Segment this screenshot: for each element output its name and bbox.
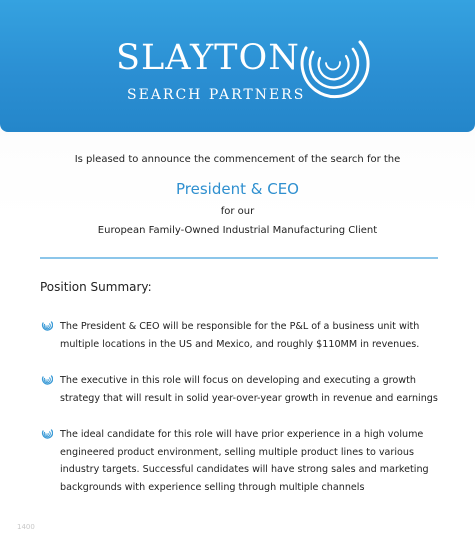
swirl-bullet-icon: [41, 428, 53, 440]
concentric-swirl-icon: [296, 30, 370, 102]
list-item: [40, 372, 440, 407]
position-title: President & CEO: [176, 180, 299, 198]
logo-tagline: SEARCH PARTNERS: [127, 87, 306, 103]
list-item-text: The ideal candidate for this role will have prior experience in a high volume engineered product environment, selling multiple product lines to various industry targets. Successful candidates will have strong sales and marketing backgrounds with experience selling through multiple channels: [60, 429, 429, 493]
section-divider: [40, 257, 438, 259]
for-text: for our: [220, 206, 255, 217]
header-banner: [0, 0, 475, 132]
list-item-text: The executive in this role will focus on developing and executing a growth strategy that will result in solid year-over-year growth in revenue and earnings: [60, 375, 438, 404]
summary-list: [40, 318, 440, 496]
swirl-bullet-icon: [41, 374, 53, 386]
intro-text: Is pleased to announce the commencement of the search for the: [74, 154, 401, 165]
client-description: European Family-Owned Industrial Manufacturing Client: [97, 225, 378, 236]
page-number: 1400: [17, 523, 35, 531]
list-item: [40, 426, 440, 496]
swirl-bullet-icon: [41, 320, 53, 332]
summary-heading: Position Summary:: [40, 280, 152, 294]
logo-wordmark: SLAYTON: [116, 38, 300, 78]
list-item-text: The President & CEO will be responsible for the P&L of a business unit with multiple locations in the US and Mexico, and roughly $110MM in revenues.: [60, 321, 420, 350]
list-item: [40, 318, 440, 353]
